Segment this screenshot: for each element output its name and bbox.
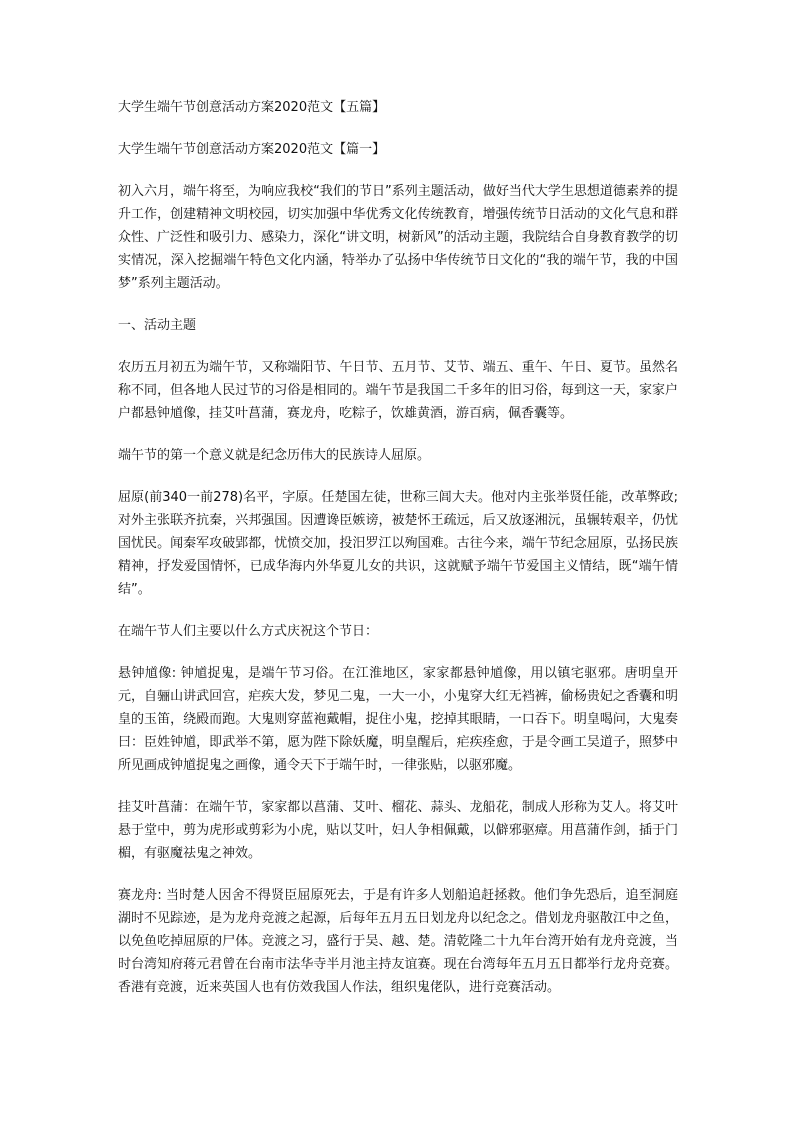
ways-paragraph: 在端午节人们主要以什么方式庆祝这个节日：	[118, 624, 379, 639]
section-heading: 一、活动主题	[118, 318, 197, 333]
names-paragraph: 农历五月初五为端午节，又称端阳节、午日节、五月节、艾节、端五、重午、午日、夏节。虽然名称不同，但各地人民过节的习俗是相同的。端午节是我国二千多年的旧习俗，每到这一天，家家户户都悬钟馗像，挂艾叶菖蒲，赛龙舟，吃粽子，饮雄黄酒，游百病，佩香囊等。	[118, 360, 678, 421]
longzhou-paragraph: 赛龙舟: 当时楚人因舍不得贤臣屈原死去，于是有许多人划船追赶拯救。他们争先恐后，追至洞庭湖时不见踪迹，是为龙舟竞渡之起源，后每年五月五日划龙舟以纪念之。借划龙舟驱散江中之鱼，以免鱼吃掉屈原的尸体。竞渡之习，盛行于吴、越、楚。清乾隆二十九年台湾开始有龙舟竞渡，当时台湾知府蒋元君曾在台南市法华寺半月池主持友谊赛。现在台湾每年五月五日都举行龙舟竞赛。香港有竞渡，近来英国人也有仿效我国人作法，组织鬼佬队，进行竞赛活动。	[118, 888, 678, 995]
sub-title: 大学生端午节创意活动方案2020范文【篇一】	[118, 142, 386, 157]
main-title: 大学生端午节创意活动方案2020范文【五篇】	[118, 100, 386, 115]
aiye-paragraph: 挂艾叶菖蒲：在端午节，家家都以菖蒲、艾叶、榴花、蒜头、龙船花，制成人形称为艾人。将艾叶悬于堂中，剪为虎形或剪彩为小虎，贴以艾叶，妇人争相佩戴，以僻邪驱瘴。用菖蒲作剑，插于门楣，有驱魔祛鬼之神效。	[118, 800, 678, 861]
meaning-paragraph: 端午节的第一个意义就是纪念历伟大的民族诗人屈原。	[118, 448, 431, 463]
quyuan-paragraph: 屈原(前340一前278)名平，字原。任楚国左徒，世称三闾大夫。他对内主张举贤任能，改革弊政;对外主张联齐抗秦，兴邦强国。因遭谗臣嫉谤，被楚怀王疏远，后又放逐湘沅，虽辗转艰辛，仍忧国忧民。闻秦军攻破郢都，忧愤交加，投汨罗江以殉国难。古往今来，端午节纪念屈原，弘扬民族精神，抒发爱国情怀，已成华海内外华夏儿女的共识，这就赋予端午节爱国主义情结，既“端午情结”。	[118, 490, 678, 597]
document-page	[118, 96, 678, 1018]
intro-paragraph: 初入六月，端午将至，为响应我校“我们的节日”系列主题活动，做好当代大学生思想道德素养的提升工作，创建精神文明校园，切实加强中华优秀文化传统教育，增强传统节日活动的文化气息和群众性、广泛性和吸引力、感染力，深化“讲文明，树新风”的活动主题，我院结合自身教育教学的切实情况，深入挖掘端午特色文化内涵，特举办了弘扬中华传统节日文化的“我的端午节，我的中国梦”系列主题活动。	[118, 184, 678, 291]
zhongkui-paragraph: 悬钟馗像: 钟馗捉鬼，是端午节习俗。在江淮地区，家家都悬钟馗像，用以镇宅驱邪。唐明皇开元，自骊山讲武回宫，疟疾大发，梦见二鬼，一大一小，小鬼穿大红无裆裤，偷杨贵妃之香囊和明皇的玉笛，绕殿而跑。大鬼则穿蓝袍戴帽，捉住小鬼，挖掉其眼睛，一口吞下。明皇喝问，大鬼奏曰：臣姓钟馗，即武举不第，愿为陛下除妖魔，明皇醒后，疟疾痊愈，于是令画工吴道子，照梦中所见画成钟馗捉鬼之画像，通令天下于端午时，一律张贴，以驱邪魔。	[118, 666, 678, 773]
